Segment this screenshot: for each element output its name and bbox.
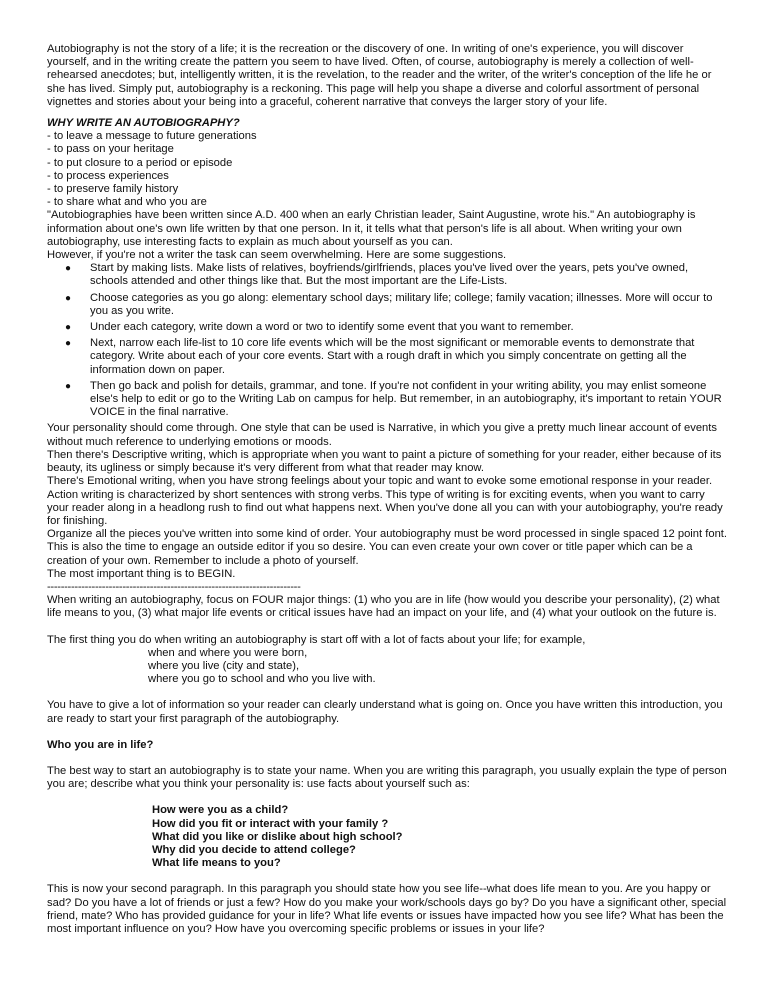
- suggestion-item: [65, 321, 728, 334]
- info-paragraph: You have to give a lot of information so your reader can clearly understand what is going on. Once you have written this introduction, you are ready to start your first paragraph of the autobiography.: [47, 699, 723, 725]
- fact-item: where you go to school and who you live with.: [148, 673, 376, 686]
- suggestion-text: Next, narrow each life-list to 10 core life events which will be the most significant or memorable events to demonstrate that category. Write about each of your core events. Start with a rough draft in which you simply concentrate on getting all the information down on paper.: [90, 337, 695, 376]
- style-paragraph: Your personality should come through. One style that can be used is Narrative, in which you give a pretty much linear account of events without much reference to underlying emotions or moods.: [47, 422, 717, 448]
- bullet-icon: ●: [65, 263, 72, 275]
- suggestion-text: Choose categories as you go along: elementary school days; military life; college; family vacation; illnesses. More will occur to you as you write.: [90, 291, 713, 317]
- question-item: What did you like or dislike about high school?: [152, 830, 403, 843]
- question-item: Why did you decide to attend college?: [152, 843, 356, 856]
- divider-line: --------------------------------------------------------------------------: [47, 580, 301, 593]
- why-heading: WHY WRITE AN AUTOBIOGRAPHY?: [47, 117, 240, 130]
- bullet-icon: ●: [65, 292, 72, 304]
- style-paragraph: The most important thing is to BEGIN.: [47, 567, 236, 580]
- bullet-icon: ●: [65, 380, 72, 392]
- reason-item: - to process experiences: [47, 169, 169, 182]
- first-thing-paragraph: The first thing you do when writing an autobiography is start off with a lot of facts about your life; for example,: [47, 633, 586, 646]
- suggestions-list: [47, 262, 728, 419]
- style-paragraph: Then there's Descriptive writing, which is appropriate when you want to paint a picture of something for your reader, either because of its beauty, its ugliness or simply because it's very different from what that reader may know.: [47, 448, 722, 475]
- question-item: How were you as a child?: [152, 804, 289, 817]
- questions-list: [47, 804, 728, 870]
- suggestion-text: Then go back and polish for details, grammar, and tone. If you're not confident in your writing ability, you may enlist someone else's help to edit or go to the Writing Lab on campus for help. But remember, in an autobiography, it's important to retain YOUR VOICE in the final narrative.: [90, 379, 722, 419]
- style-paragraph: Organize all the pieces you've written into some kind of order. Your autobiography must be word processed in single spaced 12 point font. This is also the time to engage an outside editor if you so desire. You can even create your own cover or title paper which can be a creation of your own. Remember to include a photo of yourself.: [47, 528, 728, 567]
- reason-item: - to share what and who you are: [47, 196, 207, 209]
- however-paragraph: However, if you're not a writer the task can seem overwhelming. Here are some suggestions.: [47, 249, 507, 262]
- quote-paragraph: "Autobiographies have been written since A.D. 400 when an early Christian leader, Saint Augustine, wrote his." An autobiography is information about one's own life written by that one person. In it, it tells what that person's life is all about. When writing your own autobiography, use interesting facts to explain as much about yourself as you can.: [47, 209, 696, 248]
- facts-list: [47, 647, 728, 687]
- focus-paragraph: When writing an autobiography, focus on FOUR major things: (1) who you are in life (how would you describe your personality), (2) what life means to you, (3) what major life events or critical issues have had an impact on your life, and (4) what your outlook on the future is.: [47, 594, 720, 620]
- reason-item: - to preserve family history: [47, 183, 179, 196]
- fact-item: where you live (city and state),: [148, 659, 300, 672]
- who-heading: Who you are in life?: [47, 738, 154, 751]
- suggestion-item: [65, 337, 728, 377]
- intro-paragraph: Autobiography is not the story of a life; it is the recreation or the discovery of one. In writing of one's experience, you will discover yourself, and in the writing create the pattern you seem to have lived. Often, of course, autobiography is merely a collection of well-rehearsed anecdotes; but, intelligently written, it is the revelation, to the reader and the writer, of the writer's conception of the life he or she has lived. Simply put, autobiography is a reckoning. This page will help you shape a diverse and colorful assortment of personal vignettes and stories about your being into a graceful, coherent narrative that conveys the larger story of your life.: [47, 43, 712, 108]
- bullet-icon: ●: [65, 322, 72, 334]
- reason-item: - to leave a message to future generations: [47, 130, 257, 143]
- question-item: How did you fit or interact with your family ?: [152, 817, 389, 830]
- best-way-paragraph: The best way to start an autobiography is to state your name. When you are writing this paragraph, you usually explain the type of person you are; describe what you think your personality is: use facts about yourself such as:: [47, 764, 727, 791]
- suggestion-text: Start by making lists. Make lists of relatives, boyfriends/girlfriends, places you've lived over the years, pets you've owned, schools attended and other things like that. But the most important are the Life-Lists.: [90, 262, 689, 288]
- suggestion-item: [65, 379, 728, 420]
- style-paragraph: Action writing is characterized by short sentences with strong verbs. This type of writing is for exciting events, when you want to carry your reader along in a headlong rush to find out what happens next. When you've done all you can with your autobiography, you're ready for finishing.: [47, 488, 723, 527]
- question-item: What life means to you?: [152, 857, 281, 870]
- reason-item: - to pass on your heritage: [47, 143, 174, 156]
- second-paragraph: This is now your second paragraph. In this paragraph you should state how you see life--what does life mean to you. Are you happy or sad? Do you have a lot of friends or just a few? How do you make your work/schools days go by? Do you have a significant other, special friend, mate? Who has provided guidance for your in life? What life events or issues have impacted how you see life? What has been the most important influence on you? How have you overcoming specific problems or issues in your life?: [47, 883, 727, 935]
- fact-item: when and where you were born,: [148, 646, 308, 659]
- bullet-icon: ●: [65, 338, 72, 350]
- reasons-list: [47, 130, 728, 209]
- style-paragraph: There's Emotional writing, when you have strong feelings about your topic and want to evoke some emotional response in your reader.: [47, 475, 713, 488]
- suggestion-item: [65, 262, 728, 288]
- suggestion-item: [65, 291, 728, 318]
- reason-item: - to put closure to a period or episode: [47, 156, 233, 169]
- suggestion-text: Under each category, write down a word or two to identify some event that you want to remember.: [90, 321, 574, 334]
